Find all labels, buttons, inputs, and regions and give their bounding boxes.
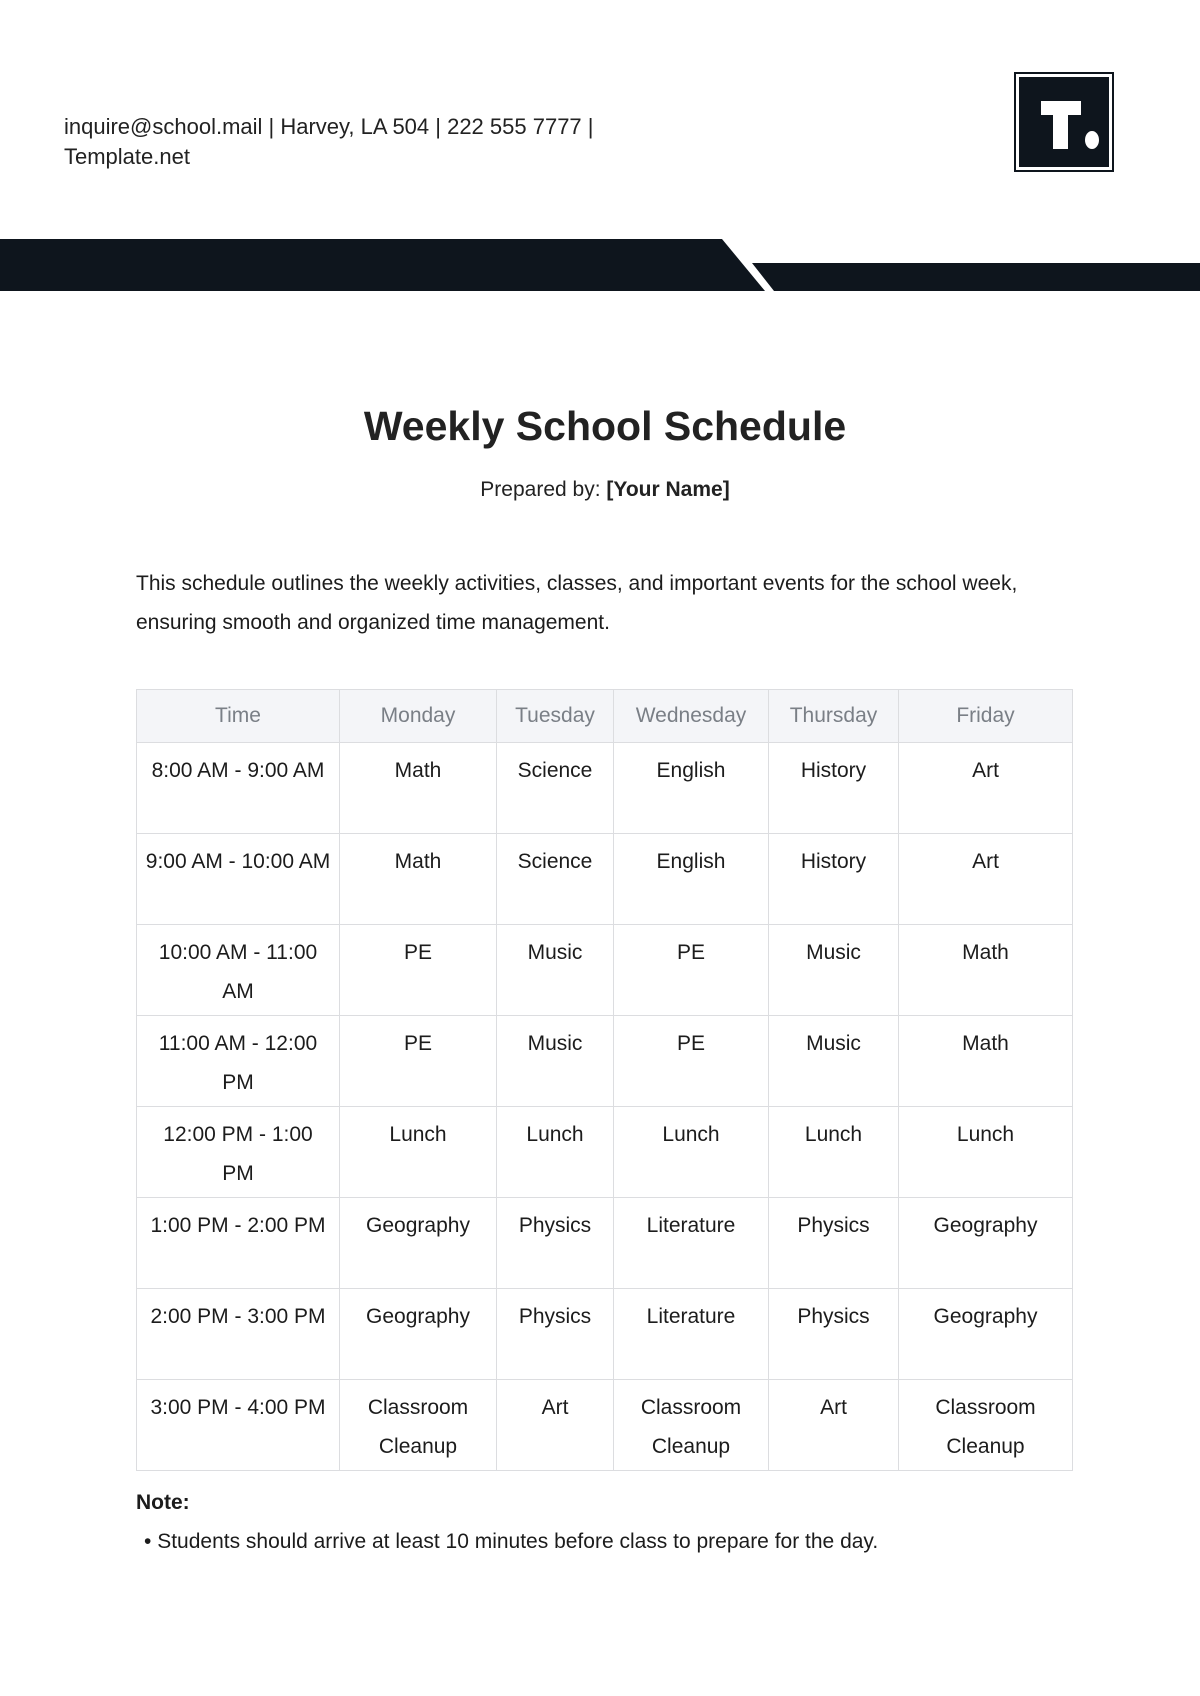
column-header: Tuesday (497, 690, 614, 743)
subject-cell: Art (899, 743, 1073, 834)
column-header: Wednesday (614, 690, 769, 743)
prepared-by-name: [Your Name] (606, 478, 730, 501)
subject-cell: Music (769, 925, 899, 1016)
logo-mark-icon (1019, 77, 1109, 167)
column-header: Monday (340, 690, 497, 743)
subject-cell: Geography (340, 1198, 497, 1289)
contact-line: inquire@school.mail | Harvey, LA 504 | 222 555 7777 | (64, 114, 594, 139)
subject-cell: PE (614, 925, 769, 1016)
subject-cell: Art (769, 1380, 899, 1471)
time-cell: 8:00 AM - 9:00 AM (137, 743, 340, 834)
note-list (144, 1530, 878, 1554)
subject-cell: Lunch (769, 1107, 899, 1198)
subject-cell: Music (497, 925, 614, 1016)
subject-cell: Lunch (899, 1107, 1073, 1198)
time-cell: 1:00 PM - 2:00 PM (137, 1198, 340, 1289)
subject-cell: Art (497, 1380, 614, 1471)
column-header: Thursday (769, 690, 899, 743)
table-row (137, 1198, 1073, 1289)
prepared-by-label: Prepared by: (480, 478, 601, 501)
table-row (137, 1016, 1073, 1107)
time-cell: 11:00 AM - 12:00 PM (137, 1016, 340, 1107)
subject-cell: Classroom Cleanup (614, 1380, 769, 1471)
subject-cell: Classroom Cleanup (899, 1380, 1073, 1471)
subject-cell: Geography (340, 1289, 497, 1380)
intro-paragraph: This schedule outlines the weekly activities, classes, and important events for the school week, ensuring smooth and organized time management. (136, 572, 1018, 634)
website: Template.net (64, 144, 190, 169)
subject-cell: Geography (899, 1289, 1073, 1380)
table-row (137, 834, 1073, 925)
time-cell: 2:00 PM - 3:00 PM (137, 1289, 340, 1380)
contact-info (64, 112, 664, 172)
subject-cell: Music (497, 1016, 614, 1107)
subject-cell: Geography (899, 1198, 1073, 1289)
prepared-by (0, 478, 1200, 502)
table-row (137, 1380, 1073, 1471)
table-row (137, 1289, 1073, 1380)
band-right (752, 263, 1200, 291)
time-cell: 10:00 AM - 11:00 AM (137, 925, 340, 1016)
subject-cell: Art (899, 834, 1073, 925)
table-row (137, 1107, 1073, 1198)
time-cell: 3:00 PM - 4:00 PM (137, 1380, 340, 1471)
subject-cell: PE (340, 1016, 497, 1107)
subject-cell: Physics (769, 1289, 899, 1380)
subject-cell: Math (340, 743, 497, 834)
header-band (0, 239, 1200, 291)
column-header: Friday (899, 690, 1073, 743)
note-item: • Students should arrive at least 10 minutes before class to prepare for the day. (144, 1530, 878, 1554)
subject-cell: PE (614, 1016, 769, 1107)
time-cell: 9:00 AM - 10:00 AM (137, 834, 340, 925)
subject-cell: Math (340, 834, 497, 925)
subject-cell: Physics (497, 1198, 614, 1289)
table-row (137, 925, 1073, 1016)
subject-cell: Math (899, 1016, 1073, 1107)
table-row (137, 743, 1073, 834)
subject-cell: Classroom Cleanup (340, 1380, 497, 1471)
subject-cell: Music (769, 1016, 899, 1107)
time-cell: 12:00 PM - 1:00 PM (137, 1107, 340, 1198)
subject-cell: History (769, 743, 899, 834)
subject-cell: Physics (769, 1198, 899, 1289)
subject-cell: History (769, 834, 899, 925)
subject-cell: Math (899, 925, 1073, 1016)
subject-cell: English (614, 743, 769, 834)
note-label: Note: (136, 1491, 190, 1514)
subject-cell: Literature (614, 1198, 769, 1289)
subject-cell: Physics (497, 1289, 614, 1380)
page-title: Weekly School Schedule (363, 403, 847, 449)
subject-cell: Literature (614, 1289, 769, 1380)
subject-cell: Science (497, 743, 614, 834)
band-left (0, 239, 765, 291)
subject-cell: English (614, 834, 769, 925)
subject-cell: PE (340, 925, 497, 1016)
schedule-table (136, 689, 1073, 1471)
subject-cell: Lunch (340, 1107, 497, 1198)
logo (1014, 72, 1114, 172)
column-header: Time (137, 690, 340, 743)
table-header-row (137, 690, 1073, 743)
subject-cell: Science (497, 834, 614, 925)
subject-cell: Lunch (497, 1107, 614, 1198)
subject-cell: Lunch (614, 1107, 769, 1198)
